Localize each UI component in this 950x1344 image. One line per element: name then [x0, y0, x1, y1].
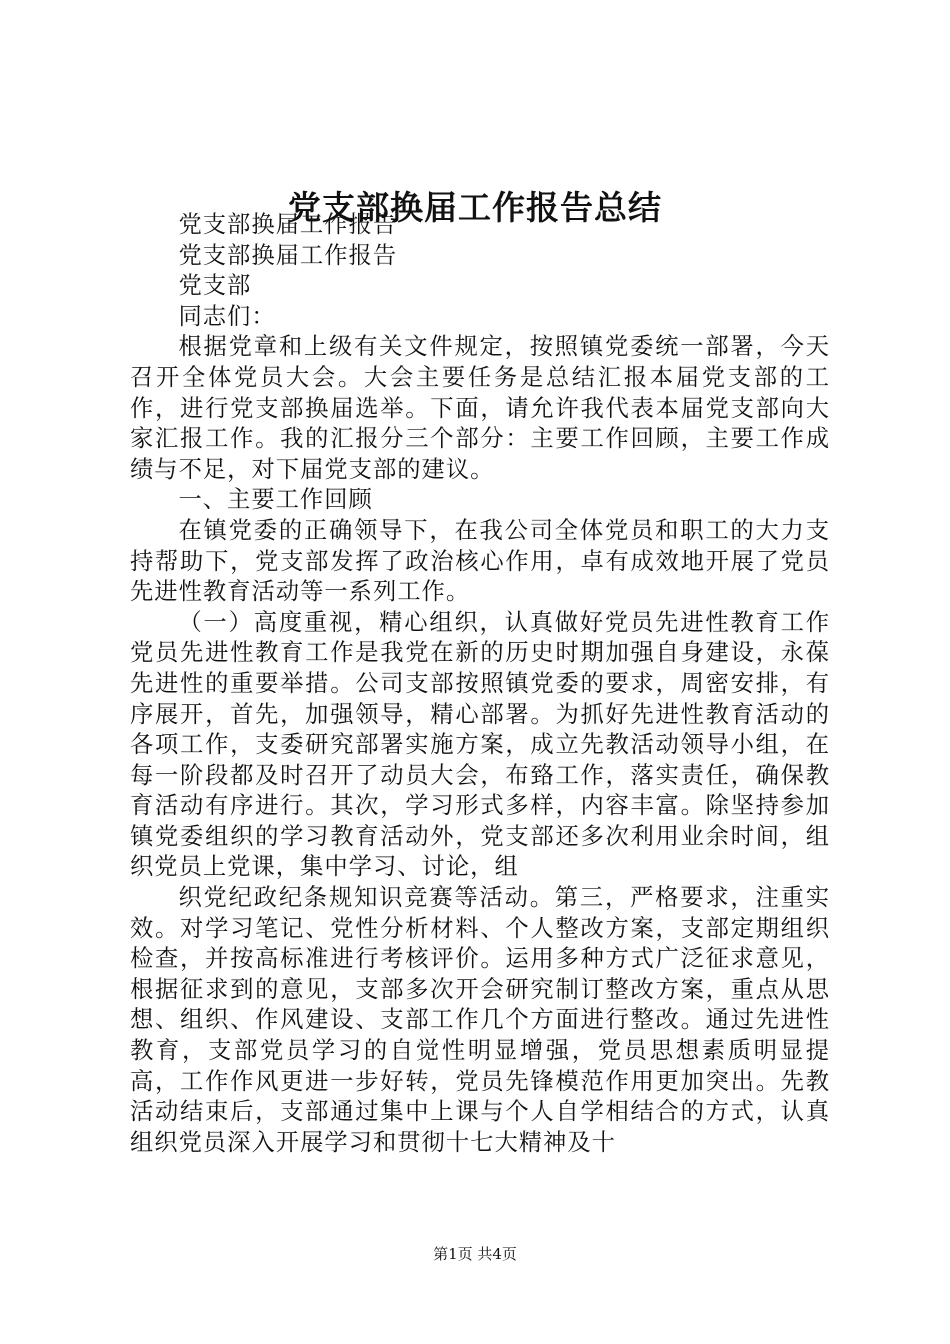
- body-paragraph: 根据党章和上级有关文件规定，按照镇党委统一部署，今天召开全体党员大会。大会主要任务是总结汇报本届党支部的工作，进行党支部换届选举。下面，请允许我代表本届党支部向大家汇报工作。我的汇报分三个部分：主要工作回顾，主要工作成绩与不足，对下届党支部的建议。: [130, 333, 830, 483]
- page-footer: 第1页 共4页: [433, 1245, 517, 1263]
- body-paragraph: （一）高度重视，精心组织，认真做好党员先进性教育工作党员先进性教育工作是我党在新的历史时期加强自身建设，永葆先进性的重要举措。公司支部按照镇党委的要求，周密安排，有序展开，首先，加强领导，精心部署。为抓好先进性教育活动的各项工作，支委研究部署实施方案，成立先教活动领导小组，在每一阶段都及时召开了动员大会，布臵工作，落实责任，确保教育活动有序进行。其次，学习形式多样，内容丰富。除坚持参加镇党委组织的学习教育活动外，党支部还多次利用业余时间，组织党员上党课，集中学习、讨论，组: [130, 608, 830, 881]
- body-paragraph: 织党纪政纪条规知识竞赛等活动。第三，严格要求，注重实效。对学习笔记、党性分析材料、个人整改方案，支部定期组织检查，并按高标准进行考核评价。运用多种方式广泛征求意见，根据征求到的意见，支部多次开会研究制订整改方案，重点从思想、组织、作风建设、支部工作几个方面进行整改。通过先进性教育，支部党员学习的自觉性明显增强，党员思想素质明显提高，工作作风更进一步好转，党员先锋模范作用更加突出。先教活动结束后，支部通过集中上课与个人自学相结合的方式，认真组织党员深入开展学习和贯彻十七大精神及十: [130, 884, 830, 1156]
- subtitle-line: 党支部换届工作报告: [178, 241, 398, 269]
- subtitle-line: 党支部换届工作报告: [178, 211, 398, 238]
- document-body: [130, 210, 830, 1158]
- document-title: 党支部换届工作报告总结: [288, 188, 662, 227]
- section-heading: 一、主要工作回顾: [178, 486, 373, 514]
- salutation: 同志们：: [178, 302, 276, 330]
- body-paragraph: 在镇党委的正确领导下，在我公司全体党员和职工的大力支持帮助下，党支部发挥了政治核心作用，卓有成效地开展了党员先进性教育活动等一系列工作。: [130, 516, 830, 606]
- organization-line: 党支部: [178, 272, 252, 300]
